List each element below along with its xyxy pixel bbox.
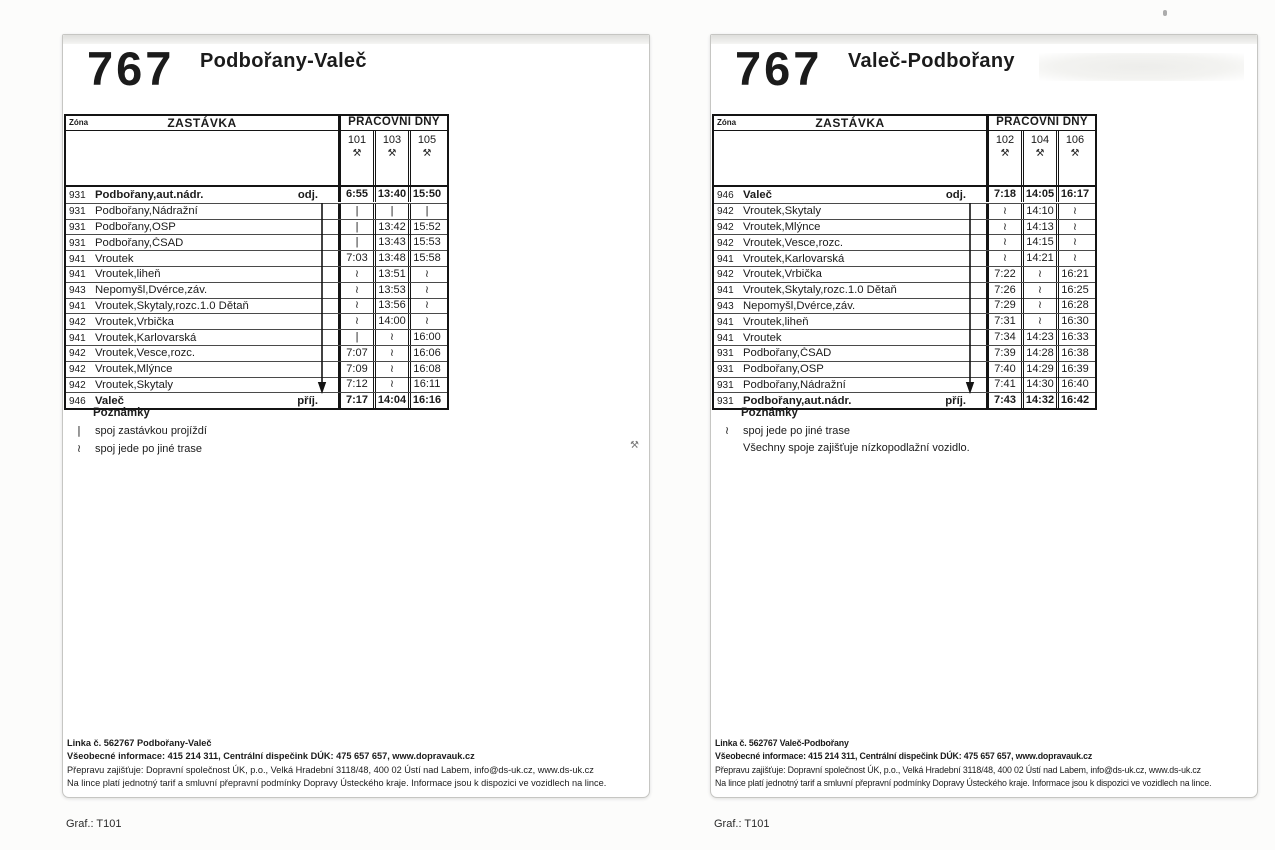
zone-cell: 931 — [69, 206, 86, 218]
timetable — [64, 114, 449, 410]
other-route-icon: ≀ — [408, 283, 443, 298]
timetable-row — [66, 250, 447, 266]
stop-cell: Vroutek,Mlýnce — [743, 220, 821, 233]
time-cell: 15:52 — [408, 220, 443, 235]
time-cell: 13:53 — [373, 283, 408, 298]
timetable-row — [66, 187, 447, 203]
timetable-row — [714, 298, 1095, 314]
timetable-row — [714, 345, 1095, 361]
stop-group — [66, 363, 338, 375]
note-line — [719, 424, 850, 437]
timetable-row — [714, 392, 1095, 408]
timetable-row — [66, 377, 447, 393]
timetable-row — [66, 313, 447, 329]
time-cell: 15:58 — [408, 251, 443, 266]
time-cell: 7:07 — [338, 346, 373, 361]
stop-group — [714, 237, 986, 249]
other-route-icon: ≀ — [986, 220, 1021, 235]
other-route-icon: ≀ — [338, 267, 373, 282]
time-cell: 16:39 — [1056, 362, 1091, 377]
other-route-icon: ≀ — [408, 314, 443, 329]
stop-group — [714, 316, 986, 328]
stop-cell: Valeč — [95, 394, 124, 407]
stop-cell: Vroutek,Vesce,rozc. — [95, 347, 196, 360]
stop-cell: Podbořany,OSP — [743, 363, 824, 376]
stop-group — [66, 284, 338, 296]
other-route-icon: ≀ — [1056, 235, 1091, 250]
time-cell: 14:23 — [1021, 330, 1056, 345]
zone-cell: 931 — [717, 364, 734, 376]
stop-cell: Vroutek,Mlýnce — [95, 363, 173, 376]
stop-cell: Podbořany,OSP — [95, 220, 176, 233]
workdays-icon: ⚒ — [1000, 148, 1010, 159]
stop-group — [714, 205, 986, 217]
time-cell: 7:17 — [338, 393, 373, 408]
stop-group — [714, 268, 986, 280]
stop-group — [714, 300, 986, 312]
stop-group — [66, 237, 338, 249]
service-column — [373, 131, 408, 185]
service-header-row — [66, 131, 447, 185]
time-cell: 13:48 — [373, 251, 408, 266]
note-symbol-icon: | — [77, 424, 81, 437]
zone-cell: 931 — [69, 221, 86, 233]
graf-label: Graf.: T101 — [66, 818, 122, 830]
zone-cell: 941 — [717, 332, 734, 344]
time-cell: 14:32 — [1021, 393, 1056, 408]
stop-group — [714, 253, 986, 265]
time-cell: 14:15 — [1021, 235, 1056, 250]
zone-cell: 931 — [69, 237, 86, 249]
stop-group — [714, 379, 986, 391]
footer-info — [67, 737, 606, 791]
direction-label: odj. — [945, 188, 966, 201]
timetable-row — [66, 219, 447, 235]
other-route-icon: ≀ — [338, 314, 373, 329]
line-number: 767 — [87, 42, 175, 95]
pass-through-icon: | — [338, 204, 373, 219]
stop-group — [714, 395, 986, 407]
stop-group — [714, 189, 986, 201]
time-cell: 14:29 — [1021, 362, 1056, 377]
service-number: 105 — [417, 134, 437, 146]
other-route-icon: ≀ — [408, 267, 443, 282]
workdays-icon: ⚒ — [1035, 148, 1045, 159]
header-left — [66, 116, 338, 130]
service-column — [1056, 131, 1091, 185]
time-cell: 7:12 — [338, 377, 373, 392]
stop-cell: Podbořany,Nádražní — [743, 378, 846, 391]
footer-line: Všeobecné informace: 415 214 311, Centrální dispečink DÚK: 475 657 657, www.dopravauk.cz — [67, 751, 475, 762]
zone-header: Zóna — [69, 118, 89, 127]
zone-cell: 942 — [717, 206, 734, 218]
time-cell: 14:21 — [1021, 251, 1056, 266]
other-route-icon: ≀ — [1021, 283, 1056, 298]
stop-cell: Vroutek,liheň — [743, 315, 809, 328]
timetable-row — [66, 266, 447, 282]
note-text: spoj jede po jiné trase — [95, 443, 203, 455]
footer-line: Linka č. 562767 Valeč-Podbořany — [715, 738, 849, 748]
note-line — [71, 442, 202, 455]
service-columns — [986, 131, 1095, 185]
zone-cell: 941 — [717, 316, 734, 328]
timetable-row — [66, 392, 447, 408]
zone-cell: 946 — [717, 189, 734, 201]
time-cell: 16:00 — [408, 330, 443, 345]
other-route-icon: ≀ — [1021, 267, 1056, 282]
time-cell: 16:25 — [1056, 283, 1091, 298]
time-cell: 14:05 — [1021, 187, 1056, 202]
service-columns — [338, 131, 447, 185]
timetable-row — [714, 234, 1095, 250]
time-cell: 7:29 — [986, 298, 1021, 313]
zone-cell: 942 — [69, 379, 86, 391]
stop-cell: Vroutek,Karlovarská — [95, 331, 197, 344]
time-cell: 16:21 — [1056, 267, 1091, 282]
timetable — [712, 114, 1097, 410]
time-cell: 14:10 — [1021, 204, 1056, 219]
time-cell: 14:28 — [1021, 346, 1056, 361]
time-cell: 6:55 — [338, 187, 373, 202]
time-cell: 15:50 — [408, 187, 443, 202]
stop-cell: Podbořany,ČSAD — [95, 236, 184, 249]
timetable-row — [714, 187, 1095, 203]
workdays-header: PRACOVNÍ DNY — [986, 116, 1095, 130]
timetable-body — [66, 185, 447, 408]
time-cell: 7:09 — [338, 362, 373, 377]
workdays-icon: ⚒ — [387, 148, 397, 159]
time-cell: 13:51 — [373, 267, 408, 282]
stop-header: ZASTÁVKA — [815, 116, 885, 130]
stop-cell: Vroutek,liheň — [95, 268, 161, 281]
time-cell: 14:13 — [1021, 220, 1056, 235]
workdays-icon: ⚒ — [1070, 148, 1080, 159]
pass-through-icon: | — [408, 204, 443, 219]
zone-cell: 942 — [69, 348, 86, 360]
stop-cell: Vroutek — [95, 252, 134, 265]
zone-cell: 941 — [717, 285, 734, 297]
stop-cell: Vroutek,Skytaly — [743, 205, 822, 218]
zone-cell: 942 — [717, 221, 734, 233]
time-cell: 16:40 — [1056, 377, 1091, 392]
zone-cell: 943 — [69, 285, 86, 297]
zone-cell: 943 — [717, 300, 734, 312]
time-cell: 16:11 — [408, 377, 443, 392]
timetable-row — [714, 361, 1095, 377]
page-sheet — [62, 34, 650, 798]
page-title: Podbořany-Valeč — [200, 50, 367, 72]
stop-group — [66, 300, 338, 312]
timetable-body — [714, 185, 1095, 408]
stop-header: ZASTÁVKA — [167, 116, 237, 130]
timetable-row — [66, 282, 447, 298]
zone-cell: 931 — [69, 189, 86, 201]
time-cell: 14:00 — [373, 314, 408, 329]
time-cell: 16:17 — [1056, 187, 1091, 202]
time-cell: 13:40 — [373, 187, 408, 202]
stop-group — [714, 332, 986, 344]
notes-title: Poznámky — [741, 407, 798, 419]
scan-artifact — [1163, 10, 1167, 16]
stop-group — [66, 316, 338, 328]
time-cell: 7:40 — [986, 362, 1021, 377]
stop-group — [66, 189, 338, 201]
stop-group — [66, 221, 338, 233]
time-cell: 13:43 — [373, 235, 408, 250]
workdays-icon: ⚒ — [352, 148, 362, 159]
zone-cell: 942 — [717, 269, 734, 281]
footer-info — [715, 737, 1211, 791]
workdays-icon: ⚒ — [422, 148, 432, 159]
time-cell: 7:43 — [986, 393, 1021, 408]
timetable-row — [66, 298, 447, 314]
other-route-icon: ≀ — [1056, 251, 1091, 266]
other-route-icon: ≀ — [338, 298, 373, 313]
pass-through-icon: | — [338, 330, 373, 345]
other-route-icon: ≀ — [338, 283, 373, 298]
note-text: Všechny spoje zajišťuje nízkopodlažní vozidlo. — [743, 442, 970, 454]
timetable-row — [66, 345, 447, 361]
footer-line: Přepravu zajišťuje: Dopravní společnost ÚK, p.o., Velká Hradební 3118/48, 400 02 Ústí nad Labem, info@ds-uk.cz, www.ds-uk.cz — [715, 764, 1201, 775]
time-cell: 7:34 — [986, 330, 1021, 345]
timetable-row — [714, 203, 1095, 219]
stop-cell: Vroutek,Skytaly,rozc.1.0 Dětaň — [95, 299, 249, 312]
service-number: 106 — [1065, 134, 1085, 146]
time-cell: 16:42 — [1056, 393, 1091, 408]
timetable-row — [714, 329, 1095, 345]
line-number: 767 — [735, 42, 823, 95]
zone-cell: 942 — [717, 237, 734, 249]
direction-label: příj. — [945, 394, 966, 407]
stop-cell: Vroutek,Vesce,rozc. — [743, 236, 844, 249]
stop-group — [714, 284, 986, 296]
zone-header: Zóna — [717, 118, 737, 127]
time-cell: 7:18 — [986, 187, 1021, 202]
time-cell: 13:56 — [373, 298, 408, 313]
zone-cell: 941 — [69, 300, 86, 312]
stop-cell: Vroutek,Skytaly — [95, 378, 174, 391]
notes-title: Poznámky — [93, 407, 150, 419]
service-header-row — [714, 131, 1095, 185]
zone-cell: 942 — [69, 316, 86, 328]
timetable-header — [66, 116, 447, 131]
stop-group — [66, 268, 338, 280]
service-column — [1021, 131, 1056, 185]
time-cell: 7:03 — [338, 251, 373, 266]
time-cell: 7:31 — [986, 314, 1021, 329]
stop-group — [714, 347, 986, 359]
time-cell: 16:33 — [1056, 330, 1091, 345]
other-route-icon: ≀ — [373, 362, 408, 377]
stop-group — [66, 395, 338, 407]
zone-cell: 931 — [717, 348, 734, 360]
stray-workdays-mark: ⚒ — [630, 440, 639, 451]
pass-through-icon: | — [338, 235, 373, 250]
service-column — [341, 131, 373, 185]
stop-cell: Vroutek,Vrbička — [95, 315, 174, 328]
other-route-icon: ≀ — [986, 235, 1021, 250]
timetable-row — [714, 219, 1095, 235]
zone-cell: 941 — [69, 332, 86, 344]
time-cell: 16:16 — [408, 393, 443, 408]
header-left-blank — [66, 131, 338, 185]
page-sheet — [710, 34, 1258, 798]
time-cell: 16:38 — [1056, 346, 1091, 361]
note-text: spoj zastávkou projíždí — [95, 425, 207, 437]
timetable-row — [714, 282, 1095, 298]
stop-group — [66, 379, 338, 391]
other-route-icon: ≀ — [1056, 204, 1091, 219]
note-symbol-icon: ≀ — [76, 442, 82, 455]
timetable-row — [66, 361, 447, 377]
stop-cell: Vroutek,Karlovarská — [743, 252, 845, 265]
other-route-icon: ≀ — [1021, 314, 1056, 329]
footer-line: Linka č. 562767 Podbořany-Valeč — [67, 738, 212, 748]
page-title: Valeč-Podbořany — [848, 50, 1015, 72]
other-route-icon: ≀ — [373, 377, 408, 392]
time-cell: 14:04 — [373, 393, 408, 408]
stop-cell: Vroutek,Skytaly,rozc.1.0 Dětaň — [743, 284, 897, 297]
time-cell: 16:28 — [1056, 298, 1091, 313]
stop-group — [714, 221, 986, 233]
service-number: 101 — [347, 134, 367, 146]
header-left — [714, 116, 986, 130]
scan-artifact — [1039, 53, 1244, 81]
stop-cell: Podbořany,Nádražní — [95, 205, 198, 218]
timetable-row — [714, 313, 1095, 329]
time-cell: 7:39 — [986, 346, 1021, 361]
other-route-icon: ≀ — [408, 298, 443, 313]
timetable-page — [710, 34, 1258, 840]
service-number: 104 — [1030, 134, 1050, 146]
stop-group — [66, 332, 338, 344]
timetable-row — [66, 329, 447, 345]
zone-cell: 931 — [717, 395, 734, 407]
timetable-row — [714, 250, 1095, 266]
other-route-icon: ≀ — [373, 346, 408, 361]
zone-cell: 931 — [717, 379, 734, 391]
footer-line: Všeobecné informace: 415 214 311, Centrální dispečink DÚK: 475 657 657, www.dopravauk.cz — [715, 751, 1093, 762]
zone-cell: 941 — [69, 269, 86, 281]
time-cell: 13:42 — [373, 220, 408, 235]
stop-cell: Podbořany,ČSAD — [743, 347, 832, 360]
service-column — [989, 131, 1021, 185]
stop-group — [714, 363, 986, 375]
service-number: 102 — [995, 134, 1015, 146]
stop-group — [66, 253, 338, 265]
timetable-row — [66, 234, 447, 250]
other-route-icon: ≀ — [1021, 298, 1056, 313]
stop-group — [66, 205, 338, 217]
stop-cell: Podbořany,aut.nádr. — [743, 394, 852, 407]
time-cell: 16:30 — [1056, 314, 1091, 329]
time-cell: 15:53 — [408, 235, 443, 250]
other-route-icon: ≀ — [986, 251, 1021, 266]
stop-group — [66, 347, 338, 359]
timetable-row — [714, 377, 1095, 393]
stop-cell: Valeč — [743, 188, 772, 201]
footer-line: Na lince platí jednotný tarif a smluvní přepravní podmínky Dopravy Ústeckého kraje. Informace jsou k dispozici ve vozidlech na lince. — [67, 778, 607, 789]
note-line — [719, 442, 970, 454]
time-cell: 16:08 — [408, 362, 443, 377]
note-text: spoj jede po jiné trase — [743, 425, 851, 437]
zone-cell: 941 — [717, 253, 734, 265]
note-line — [71, 424, 207, 437]
pass-through-icon: | — [338, 220, 373, 235]
other-route-icon: ≀ — [373, 330, 408, 345]
footer-line: Přepravu zajišťuje: Dopravní společnost ÚK, p.o., Velká Hradební 3118/48, 400 02 Ústí nad Labem, info@ds-uk.cz, www.ds-uk.cz — [67, 764, 594, 775]
timetable-row — [714, 266, 1095, 282]
direction-label: příj. — [297, 394, 318, 407]
stop-cell: Vroutek — [743, 331, 782, 344]
service-number: 103 — [382, 134, 402, 146]
timetable-row — [66, 203, 447, 219]
stop-cell: Vroutek,Vrbička — [743, 268, 822, 281]
workdays-header: PRACOVNÍ DNY — [338, 116, 447, 130]
zone-cell: 946 — [69, 395, 86, 407]
zone-cell: 941 — [69, 253, 86, 265]
stop-cell: Nepomyšl,Dvérce,záv. — [743, 299, 856, 312]
footer-line: Na lince platí jednotný tarif a smluvní přepravní podmínky Dopravy Ústeckého kraje. Informace jsou k dispozici ve vozidlech na lince. — [715, 778, 1212, 789]
time-cell: 7:22 — [986, 267, 1021, 282]
other-route-icon: ≀ — [1056, 220, 1091, 235]
timetable-page — [62, 34, 650, 840]
direction-label: odj. — [297, 188, 318, 201]
service-column — [408, 131, 443, 185]
time-cell: 7:41 — [986, 377, 1021, 392]
time-cell: 7:26 — [986, 283, 1021, 298]
time-cell: 16:06 — [408, 346, 443, 361]
time-cell: 14:30 — [1021, 377, 1056, 392]
other-route-icon: ≀ — [986, 204, 1021, 219]
stop-cell: Nepomyšl,Dvérce,záv. — [95, 284, 208, 297]
header-left-blank — [714, 131, 986, 185]
pass-through-icon: | — [373, 204, 408, 219]
timetable-header — [714, 116, 1095, 131]
graf-label: Graf.: T101 — [714, 818, 770, 830]
note-symbol-icon: ≀ — [724, 424, 730, 437]
stop-cell: Podbořany,aut.nádr. — [95, 188, 204, 201]
zone-cell: 942 — [69, 364, 86, 376]
